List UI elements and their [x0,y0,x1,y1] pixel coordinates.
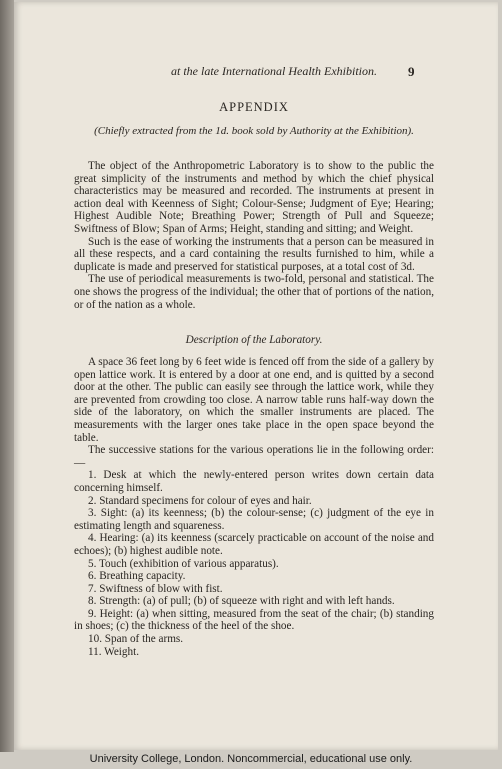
paragraph: The object of the Anthropometric Laboratory is to show to the public the great simplicity of the instruments and method by which the chief physical characteristics may be measured and recorded. The instruments at present in action deal with Keenness of Sight; Colour-Sense; Judgment of Eye; Hearing; Highest Audible Note; Breathing Power; Strength of Pull and Squeeze; Swiftness of Blow; Span of Arms; Height, standing and sitting; and Weight. [74,160,434,235]
paragraph: The successive stations for the various operations lie in the following order:— [74,444,434,469]
list-item: 8. Strength: (a) of pull; (b) of squeeze with right and with left hands. [88,595,395,608]
page-number: 9 [408,64,415,79]
running-head: at the late International Health Exhibition. [171,64,377,78]
appendix-subtitle: (Chiefly extracted from the 1d. book sold by Authority at the Exhibition). [94,125,414,137]
list-item: 3. Sight: (a) its keenness; (b) the colour-sense; (c) judgment of the eye in estimating length and squareness. [74,507,434,532]
list-item: 6. Breathing capacity. [88,570,186,583]
section-heading: Description of the Laboratory. [185,334,323,346]
book-page [14,2,498,750]
paragraph: The use of periodical measurements is two-fold, personal and statistical. The one shows the progress of the individual; the other that of portions of the nation, or of the nation as a whole. [74,273,434,311]
list-item: 11. Weight. [88,645,139,658]
book-spine-shadow [0,0,14,752]
paragraph: A space 36 feet long by 6 feet wide is fenced off from the side of a gallery by open lattice work. It is entered by a door at one end, and is quitted by a second door at the other. The public can easily see through the lattice work, while they are prevented from crowding too close. A narrow table runs half-way down the side of the laboratory, on which the smaller instruments are placed. The measurements with the larger ones take place in the open space beyond the table. [74,356,434,444]
list-item: 1. Desk at which the newly-entered person writes down certain data concerning himself. [74,469,434,494]
copyright-footer: University College, London. Noncommercial, educational use only. [89,753,413,765]
list-item: 10. Span of the arms. [88,633,184,646]
paragraph: Such is the ease of working the instruments that a person can be measured in all these respects, and a card containing the results furnished to him, while a duplicate is made and preserved for statistical purposes, at a total cost of 3d. [74,235,434,273]
laboratory-description [74,356,434,658]
list-item: 4. Hearing: (a) its keenness (scarcely practicable on account of the noise and echoes); (b) highest audible note. [74,532,434,557]
intro-text [74,160,434,311]
list-item: 7. Swiftness of blow with fist. [88,582,223,595]
stations-list [74,469,434,658]
list-item: 9. Height: (a) when sitting, measured from the seat of the chair; (b) standing in shoes; (c) the thickness of the heel of the shoe. [74,607,434,633]
list-item: 5. Touch (exhibition of various apparatus). [88,557,279,570]
list-item: 2. Standard specimens for colour of eyes and hair. [88,494,312,507]
appendix-title: APPENDIX [219,100,289,114]
